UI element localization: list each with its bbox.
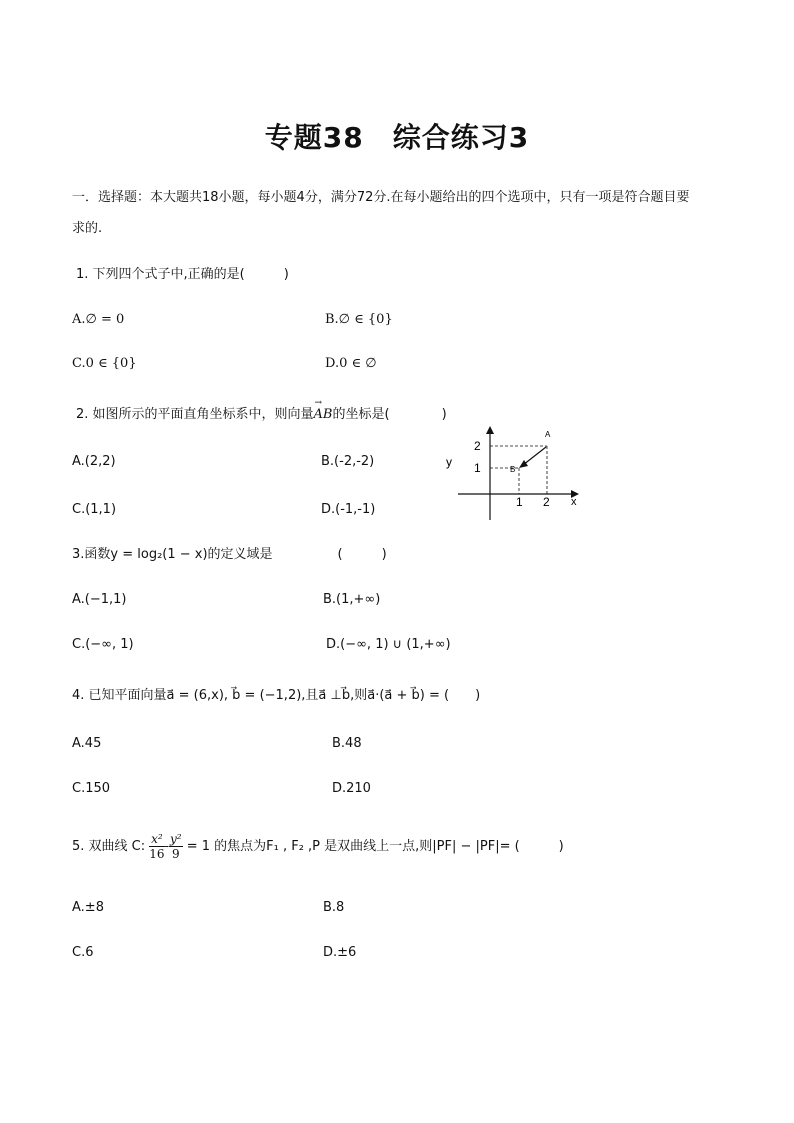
section-heading-line1: 一．选择题：本大题共18小题，每小题4分，满分72分.在每小题给出的四个选项中，只有一项是符合题目要 xyxy=(72,190,690,205)
vector-ab-line xyxy=(523,447,546,465)
q2-vector-ab: → AB xyxy=(314,406,333,424)
y-axis-arrow-icon xyxy=(486,426,494,434)
section-heading-line2: 求的. xyxy=(72,221,103,236)
q2-option-d: D.(-1,-1) xyxy=(321,502,376,517)
q1-stem: 1. 下列四个式子中,正确的是( ) xyxy=(76,267,289,282)
q5-fraction-y: $\frac{\text{y²}}{9}$ xyxy=(169,832,182,861)
q3-option-b: B.(1,+∞) xyxy=(323,592,381,607)
q4-option-d: D.210 xyxy=(332,781,371,796)
q5-minus: - xyxy=(164,839,169,854)
point-a-label: A xyxy=(545,430,551,439)
point-b-label: B xyxy=(510,465,516,474)
q5-option-b: B.8 xyxy=(323,900,345,915)
x-axis-label: x xyxy=(571,496,577,508)
q5-stem xyxy=(72,829,564,865)
q1-option-c: C.0 ∈ {0} xyxy=(72,356,137,371)
q3-option-c: C.(−∞, 1) xyxy=(72,637,134,652)
q4-option-b: B.48 xyxy=(332,736,362,751)
q2-option-a: A.(2,2) xyxy=(72,454,116,469)
vector-arrow-icon: → xyxy=(314,398,323,408)
q5-option-d: D.±6 xyxy=(323,945,357,960)
q3-stem: 3.函数y = log₂(1 − x)的定义域是 ( ) xyxy=(72,547,387,562)
q5-option-c: C.6 xyxy=(72,945,94,960)
q3-option-d: D.(−∞, 1) ∪ (1,+∞) xyxy=(326,637,451,652)
q4-option-a: A.45 xyxy=(72,736,102,751)
q5-fraction-x: $\frac{\text{x²}}{16}$ xyxy=(149,832,165,861)
q5-stem-post: = 1 的焦点为F₁ , F₂ ,P 是双曲线上一点,则|PF| − |PF|= ( ) xyxy=(186,839,564,854)
x-tick-1: 1 xyxy=(516,495,523,509)
y-tick-2: 2 xyxy=(474,439,481,453)
q4-option-c: C.150 xyxy=(72,781,111,796)
q5-stem-pre: 5. 双曲线 C: xyxy=(72,839,146,854)
vector-arrowhead-icon xyxy=(519,460,528,468)
q2-option-b: B.(-2,-2) xyxy=(321,454,375,469)
q1-option-a: A.∅ = 0 xyxy=(72,312,125,327)
page-title: 专题38 综合练习3 xyxy=(264,121,530,154)
q2-stem-pre: 2. 如图所示的平面直角坐标系中，则向量 xyxy=(76,407,314,422)
x-tick-2: 2 xyxy=(543,495,550,509)
q2-option-c: C.(1,1) xyxy=(72,502,117,517)
y-axis-label: y xyxy=(446,455,452,469)
q1-option-b: B.∅ ∈ {0} xyxy=(325,312,393,327)
y-tick-1: 1 xyxy=(474,461,481,475)
q4-stem: 4. 已知平面向量a⃗ = (6,x), b⃗ = (−1,2),且a⃗ ⊥b⃗,则a⃗·(a⃗ + b⃗) = ( ) xyxy=(72,688,481,703)
q5-option-a: A.±8 xyxy=(72,900,104,915)
q3-option-a: A.(−1,1) xyxy=(72,592,127,607)
q2-coordinate-figure xyxy=(440,425,585,525)
q2-stem xyxy=(76,398,447,424)
q2-stem-post: 的坐标是( ) xyxy=(332,407,447,422)
q1-option-d: D.0 ∈ ∅ xyxy=(325,356,377,371)
